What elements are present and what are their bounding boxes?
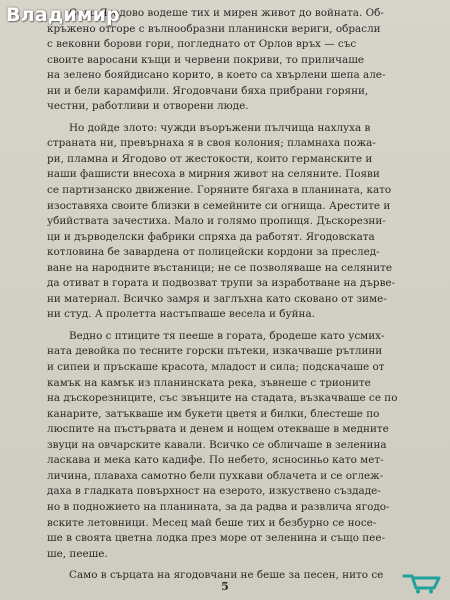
text-line: личина, плаваха самотно бели пухкави облачета и се оглеж- [47, 469, 384, 482]
text-line: Село Ягодово водеше тих и мирен живот до войната. Об- [69, 7, 384, 19]
text-line: ване на народните въстаници; не се позволяваше на селяните [47, 261, 393, 274]
text-line: се партизанско движение. Горяните бягаха в планината, като [47, 184, 392, 197]
text-line: с вековни борови гори, погледнато от Орлов връх — със [47, 38, 357, 51]
text-line: ни и бели карамфили. Ягодовчани бяха прибрани горяни, [47, 84, 369, 97]
text-line: камък на камък из планинската река, зъвнеше с трионите [47, 376, 371, 389]
text-line: и сипеи и пръскаше красота, младост и сила; подскачаше от [47, 361, 385, 374]
page-number: 5 [221, 580, 229, 593]
text-line: ни материал. Всичко замря и заглъхна като сковано от зиме- [47, 292, 387, 305]
text-line: ласкава и мека като кадифе. По небето, ясносиньо като мет- [47, 454, 384, 467]
text-line: честни, работливи и отворени люде. [47, 100, 249, 113]
text-line: Но дойде злото: чужди въоръжени пълчища нахлуха в [69, 121, 371, 134]
text-line: ри, пламна и Ягодово от жестокости, които германските и [47, 152, 373, 165]
text-line: да отиват в гората и подвозват трупи за изработване на дърве- [47, 277, 396, 290]
text-line: звуци на овчарските кавали. Всичко се обличаше в зеленина [47, 438, 387, 451]
text-line: даха в гладката повърхност на езерото, изкуствено създаде- [47, 485, 381, 498]
text-line: Само в сърцата на ягодовчани не беше за песен, нито се [69, 569, 384, 582]
text-line: но в подножието на планината, за да радва и развлича ягодо- [47, 500, 390, 513]
text-line: своите варосани къщи и червени покриви, то приличаше [47, 53, 365, 66]
bazar-logo-icon [400, 566, 444, 594]
text-line: страната ни, превърнаха я в своя колония; пламнаха пожа- [47, 137, 376, 150]
text-line: на зелено бояйдисано корито, в което са хвърлени шепа але- [47, 69, 386, 82]
watermark: Владимир [6, 4, 120, 26]
text-line: Ведно с птиците тя пееше в гората, бродеше като усмих- [69, 329, 385, 342]
text-line: люспите на пъстървата и денем и нощем отекваше в медните [47, 423, 389, 436]
text-line: ше в своята цветна лодка през море от зеленина и също пее- [47, 532, 385, 545]
text-line: на дъскорезниците, със звънците на стадата, възкачваше се по [47, 392, 398, 405]
text-line: ни студ. А пролетта настъпваше весела и буйна. [47, 308, 315, 321]
text-line: ната девойка по тесните горски пътеки, изкачваше рътлини [47, 345, 383, 358]
text-line: канарите, затъкваше им букети цветя и билки, блестеше по [47, 407, 380, 420]
text-line: ше, пееше. [47, 547, 108, 560]
text-line: котловина бе завардена от полицейски кордони за преслед- [47, 246, 380, 259]
text-line: ци и дърводелски фабрики спряха да работят. Ягодовската [47, 230, 375, 243]
text-line: вските летовници. Месец май беше тих и безбурно се носе- [47, 516, 377, 529]
text-line: кръжено отгоре с вълнообразни планински вериги, обрасли [47, 22, 381, 35]
text-line: изоставяха своите близки в семейните си огнища. Арестите и [47, 199, 391, 212]
text-line: убийствата зачестиха. Мало и голямо пропищя. Дъскорезни- [47, 215, 386, 228]
text-line: наши фашисти внесоха в мирния живот на селяните. Появи [47, 168, 380, 181]
body-text [47, 6, 421, 584]
